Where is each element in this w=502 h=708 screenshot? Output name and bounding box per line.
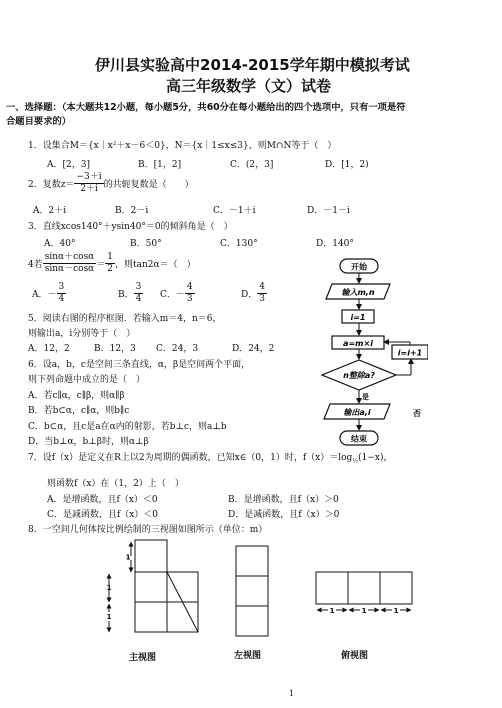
q2-denominator: 2＋i <box>80 184 98 194</box>
q1-option-d: D．[1，2) <box>325 160 369 170</box>
q4-prefix: 4若 <box>28 260 43 270</box>
top-dim-2: 1 <box>361 607 367 615</box>
flow-yes-label: 是 <box>362 393 369 401</box>
q2-numerator: −3＋i <box>76 172 102 182</box>
section-heading: 一、选择题：（本大题共12小题，每小题5分，共60分在每小题给出的四个选项中，只有一项是符 <box>6 102 406 113</box>
q1-option-c: C．(2，3] <box>230 160 274 170</box>
flow-start-text: 开始 <box>351 262 367 272</box>
q3-option-a: A．40° <box>44 239 76 249</box>
q7-option-b: B．是增函数，且f（x）＞0 <box>228 495 339 505</box>
q1-option-b: B．[1，2] <box>138 160 182 170</box>
flow-init-text: i=1 <box>350 313 366 322</box>
q7-text: 7．设f（x）是定义在R上以2为周期的偶函数，已知x∈（0，1）时，f（x）＝log <box>28 453 353 463</box>
q5-option-c: C．24，3 <box>156 344 199 354</box>
q4-opt-d-num: 4 <box>259 282 265 292</box>
q4-opt-a-label: A．－ <box>32 290 57 300</box>
q4-opt-c-label: C．－ <box>160 290 185 300</box>
front-dim-top: 1 <box>125 553 131 562</box>
q3-option-c: C．130° <box>220 239 258 249</box>
q2-option-c: C．－1＋i <box>213 206 256 216</box>
q3-option-b: B．50° <box>130 239 162 249</box>
flow-no-label: 否 <box>413 409 421 418</box>
q4-opt-c-frac <box>185 282 195 305</box>
question-4-stem <box>28 252 196 275</box>
q4-option-c <box>160 282 195 305</box>
q2-prefix: 2．复数z＝ <box>28 180 75 190</box>
q6-option-c: C．b⊂α，且c是a在α内的射影，若b⊥c，则a⊥b <box>28 422 227 432</box>
q7-option-a: A．是增函数，且f（x）＜0 <box>47 495 158 505</box>
side-view-label: 左视图 <box>234 651 262 661</box>
q4-opt-b-frac <box>134 282 144 305</box>
q4-option-d <box>241 282 267 305</box>
q4-opt-b-den: 4 <box>135 294 142 304</box>
q4-option-a <box>32 282 66 305</box>
q2-suffix: 的共轭复数是（ ） <box>103 180 194 190</box>
question-7-stem-cont: 则函数f（x）在（1，2）上（ ） <box>47 479 184 489</box>
q4-opt-c-num: 4 <box>186 282 193 292</box>
q4-opt-d-frac <box>257 282 267 305</box>
q4-half-num: 1 <box>107 252 114 262</box>
q4-half-den: 2 <box>107 264 114 274</box>
q7-log-base: ½ <box>352 457 359 465</box>
top-view-label: 俯视图 <box>341 651 369 661</box>
q7-option-d: D．是减函数，且f（x）＞0 <box>228 510 340 520</box>
front-view-label: 主视图 <box>129 653 157 663</box>
q4-half <box>105 252 115 275</box>
page-number: 1 <box>289 689 295 698</box>
question-5-stem-cont: 则输出a，i分别等于（ ） <box>28 329 136 339</box>
question-7-stem <box>28 450 393 465</box>
q4-opt-c-den: 3 <box>186 294 193 304</box>
q4-suffix: ，则tan2α＝（ ） <box>115 260 196 270</box>
q7-option-c: C．是减函数，且f（x）＜0 <box>47 510 159 520</box>
q6-option-d: D．当b⊥α，b⊥β时，则α⊥β <box>28 437 149 447</box>
q4-equals: ＝ <box>96 260 106 270</box>
q6-option-a: A．若c∥α，c∥β，则α∥β <box>28 391 125 401</box>
question-6-stem: 6．设a，b，c是空间三条直线，α，β是空间两个平面， <box>28 360 251 370</box>
exam-title-line1: 伊川县实验高中2014-2015学年期中模拟考试 <box>95 56 410 74</box>
question-5-stem: 5．阅读右图的程序框图．若输入m＝4，n＝6， <box>28 314 222 324</box>
question-8-stem: 8．一空间几何体按比例绘制的三视图如图所示（单位：m） <box>28 525 268 535</box>
question-3-stem: 3．直线xcos140°＋ysin40°＝0的倾斜角是（ ） <box>28 222 233 232</box>
q2-option-b: B．2－i <box>115 206 149 216</box>
flow-input-text: 输入m,n <box>341 288 375 297</box>
q4-numerator: sinα＋cosα <box>44 252 95 262</box>
q4-option-b <box>118 282 143 305</box>
three-views-figure <box>100 538 430 646</box>
q1-option-a: A．[2，3] <box>47 160 90 170</box>
top-dim-1: 1 <box>329 607 335 615</box>
question-1-stem: 1．设集合M＝{x｜x²＋x－6＜0}，N＝{x｜1≤x≤3}，则M∩N等于（ ） <box>28 141 337 151</box>
flow-increment-text: i=i+1 <box>397 348 423 358</box>
flow-output-text: 输出a,i <box>343 408 371 417</box>
q4-opt-d-den: 3 <box>259 294 265 304</box>
side-view <box>236 546 268 636</box>
q5-option-b: B．12，3 <box>94 344 136 354</box>
program-flowchart <box>310 255 428 447</box>
flow-decision-text: n整除a? <box>343 371 375 380</box>
q4-opt-a-den: 4 <box>58 294 65 304</box>
q7-log-arg: (1−x)， <box>358 453 393 463</box>
q4-fraction <box>43 252 97 275</box>
front-dim-mid: 1 <box>106 584 112 592</box>
front-view <box>106 540 198 632</box>
q4-opt-d-label: D． <box>241 290 258 300</box>
q6-option-b: B．若b⊂α，c∥α，则b∥c <box>28 406 130 416</box>
question-2-stem <box>28 172 194 195</box>
front-dim-bot: 1 <box>106 613 112 621</box>
flow-assign-text: a=m×i <box>343 339 373 348</box>
q5-option-d: D．24，2 <box>232 344 275 354</box>
q4-opt-a-num: 3 <box>58 282 65 292</box>
q4-opt-b-num: 3 <box>135 282 142 292</box>
q4-denominator: sinα－cosα <box>44 264 95 274</box>
question-6-stem-cont: 则下列命题中成立的是（ ） <box>28 375 146 385</box>
q4-opt-b-label: B． <box>118 290 134 300</box>
q2-fraction <box>74 172 103 195</box>
q3-option-d: D．140° <box>316 239 354 249</box>
top-view <box>316 572 412 610</box>
flow-end-text: 结束 <box>351 434 367 444</box>
q5-option-a: A．12，2 <box>28 344 70 354</box>
exam-title-line2: 高三年级数学（文）试卷 <box>166 77 332 95</box>
q4-opt-a-frac <box>57 282 67 305</box>
q2-option-a: A．2＋i <box>33 206 67 216</box>
q2-option-d: D．－1－i <box>307 206 350 216</box>
top-dim-3: 1 <box>393 607 399 615</box>
section-heading-cont: 合题目要求的） <box>6 116 72 127</box>
